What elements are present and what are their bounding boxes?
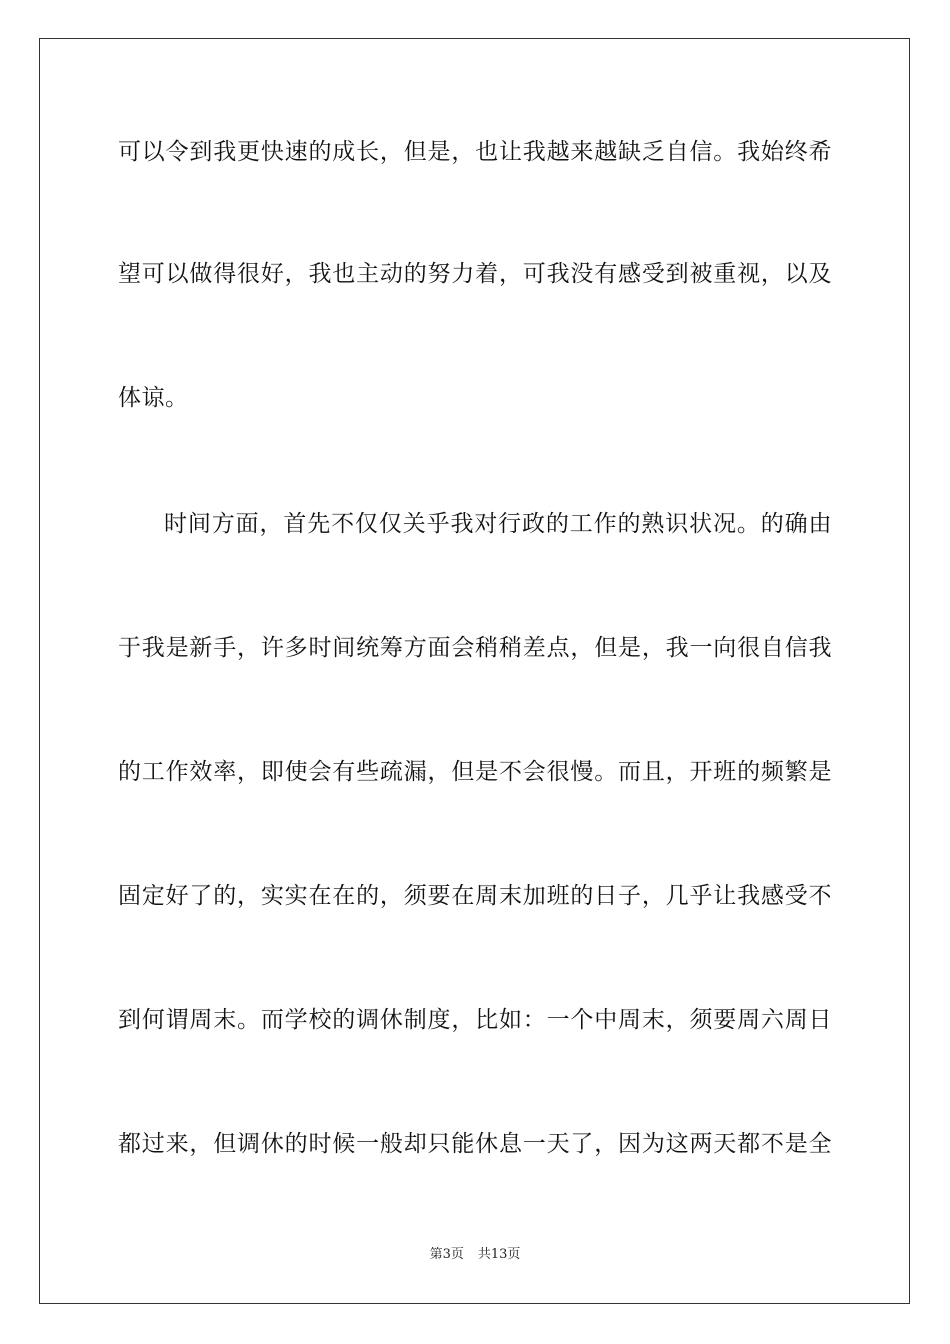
paragraph-line-1: 可以令到我更快速的成长，但是，也让我越来越缺乏自信。我始终希 — [118, 139, 832, 165]
paragraph-line-4: 时间方面，首先不仅仅关乎我对行政的工作的熟识状况。的确由 — [164, 511, 832, 537]
page-border — [39, 38, 910, 1304]
total-pages: 共13页 — [477, 1247, 521, 1262]
paragraph-line-7: 固定好了的，实实在在的，须要在周末加班的日子，几乎让我感受不 — [118, 883, 832, 909]
page-number: 第3页 — [429, 1247, 464, 1262]
paragraph-line-8: 到何谓周末。而学校的调休制度，比如：一个中周末，须要周六周日 — [118, 1007, 832, 1033]
paragraph-line-3: 体谅。 — [118, 385, 189, 411]
paragraph-line-6: 的工作效率，即使会有些疏漏，但是不会很慢。而且，开班的频繁是 — [118, 759, 832, 785]
paragraph-line-5: 于我是新手，许多时间统筹方面会稍稍差点，但是，我一向很自信我 — [118, 635, 832, 661]
paragraph-line-9: 都过来，但调休的时候一般却只能休息一天了，因为这两天都不是全 — [118, 1131, 832, 1157]
page-footer — [0, 1246, 950, 1264]
paragraph-line-2: 望可以做得很好，我也主动的努力着，可我没有感受到被重视，以及 — [118, 261, 832, 287]
